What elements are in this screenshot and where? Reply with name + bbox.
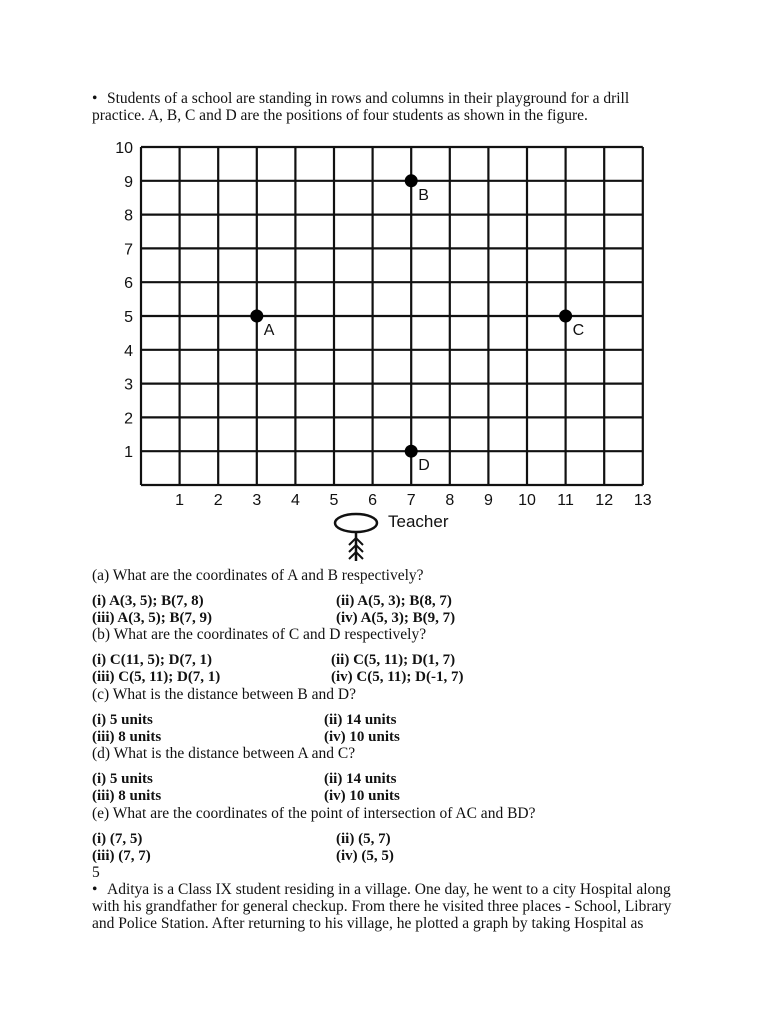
question-a-option-4: (iv) A(5, 3); B(9, 7) — [336, 610, 456, 626]
question-c-option-4: (iv) 10 units — [324, 729, 400, 745]
question-d-option-1: (i) 5 units — [92, 771, 153, 787]
bullet: • — [92, 90, 98, 107]
y-tick-label: 4 — [124, 342, 133, 360]
x-tick-label: 1 — [175, 492, 185, 509]
next-line-3: and Police Station. After returning to his village, he plotted a graph by taking Hospital as — [92, 915, 644, 932]
question-c-option-2: (ii) 14 units — [324, 712, 397, 728]
point-c-label: C — [572, 322, 585, 339]
question-a-option-3: (iii) A(3, 5); B(7, 9) — [92, 610, 212, 626]
question-b-option-3: (iii) C(5, 11); D(7, 1) — [92, 669, 221, 685]
y-tick-label: 7 — [124, 241, 133, 259]
x-tick-label: 4 — [290, 492, 300, 509]
point-b-label: B — [418, 186, 429, 204]
question-c-option-1: (i) 5 units — [92, 712, 153, 728]
question-d-option-2: (ii) 14 units — [324, 771, 397, 787]
y-axis-tick-labels — [115, 140, 133, 461]
teacher-icon — [335, 514, 377, 561]
x-tick-label: 3 — [252, 492, 262, 509]
teacher-label: Teacher — [388, 512, 449, 531]
question-b-option-2: (ii) C(5, 11); D(1, 7) — [331, 652, 456, 668]
question-a-option-2: (ii) A(5, 3); B(8, 7) — [336, 593, 452, 609]
x-tick-label: 6 — [368, 492, 378, 509]
question-b-option-4: (iv) C(5, 11); D(-1, 7) — [331, 669, 464, 685]
intro-line-1: Students of a school are standing in rows and columns in their playground for a drill — [107, 90, 630, 107]
x-tick-label: 10 — [518, 492, 536, 509]
point-c-marker — [559, 310, 572, 323]
question-e-option-2: (ii) (5, 7) — [336, 831, 391, 847]
point-b-marker — [405, 174, 418, 187]
question-e-option-3: (iii) (7, 7) — [92, 848, 151, 864]
question-c-option-3: (iii) 8 units — [92, 729, 162, 745]
page-number: 5 — [92, 864, 100, 881]
question-d-option-3: (iii) 8 units — [92, 788, 162, 804]
x-tick-label: 13 — [633, 492, 652, 509]
y-tick-label: 8 — [124, 207, 133, 225]
intro-line-2: practice. A, B, C and D are the positions of four students as shown in the figure. — [92, 107, 588, 124]
question-e-option-1: (i) (7, 5) — [92, 831, 143, 847]
question-d-option-4: (iv) 10 units — [324, 788, 400, 804]
y-tick-label: 1 — [124, 444, 133, 462]
x-axis-tick-labels — [175, 492, 652, 509]
x-tick-label: 5 — [329, 492, 339, 509]
point-a-marker — [250, 310, 263, 323]
question-b: (b) What are the coordinates of C and D respectively? — [92, 626, 427, 643]
point-a-label: A — [263, 322, 275, 339]
x-tick-label: 12 — [595, 492, 614, 509]
point-d-label: D — [418, 457, 430, 475]
question-e: (e) What are the coordinates of the point of intersection of AC and BD? — [92, 805, 536, 822]
y-tick-label: 10 — [115, 140, 133, 157]
question-c: (c) What is the distance between B and D? — [92, 686, 356, 703]
bullet: • — [92, 881, 98, 898]
y-tick-label: 2 — [124, 410, 133, 428]
question-a: (a) What are the coordinates of A and B respectively? — [92, 567, 424, 584]
question-e-option-4: (iv) (5, 5) — [336, 848, 394, 864]
question-d: (d) What is the distance between A and C? — [92, 745, 356, 762]
x-tick-label: 2 — [213, 492, 223, 509]
point-d-marker — [405, 445, 418, 458]
y-tick-label: 5 — [124, 309, 133, 326]
y-tick-label: 9 — [124, 173, 133, 191]
student-points — [250, 174, 584, 474]
x-tick-label: 11 — [557, 492, 574, 509]
next-line-1: Aditya is a Class IX student residing in a village. One day, he went to a city Hospital along — [107, 881, 671, 898]
question-a-option-1: (i) A(3, 5); B(7, 8) — [92, 593, 204, 609]
y-tick-label: 6 — [124, 275, 133, 293]
x-tick-label: 7 — [406, 492, 416, 509]
next-line-2: with his grandfather for general checkup. From there he visited three places - School, Library — [92, 898, 672, 915]
x-tick-label: 9 — [483, 492, 493, 509]
question-b-option-1: (i) C(11, 5); D(7, 1) — [92, 652, 212, 668]
x-tick-label: 8 — [445, 492, 455, 509]
y-tick-label: 3 — [124, 376, 133, 394]
